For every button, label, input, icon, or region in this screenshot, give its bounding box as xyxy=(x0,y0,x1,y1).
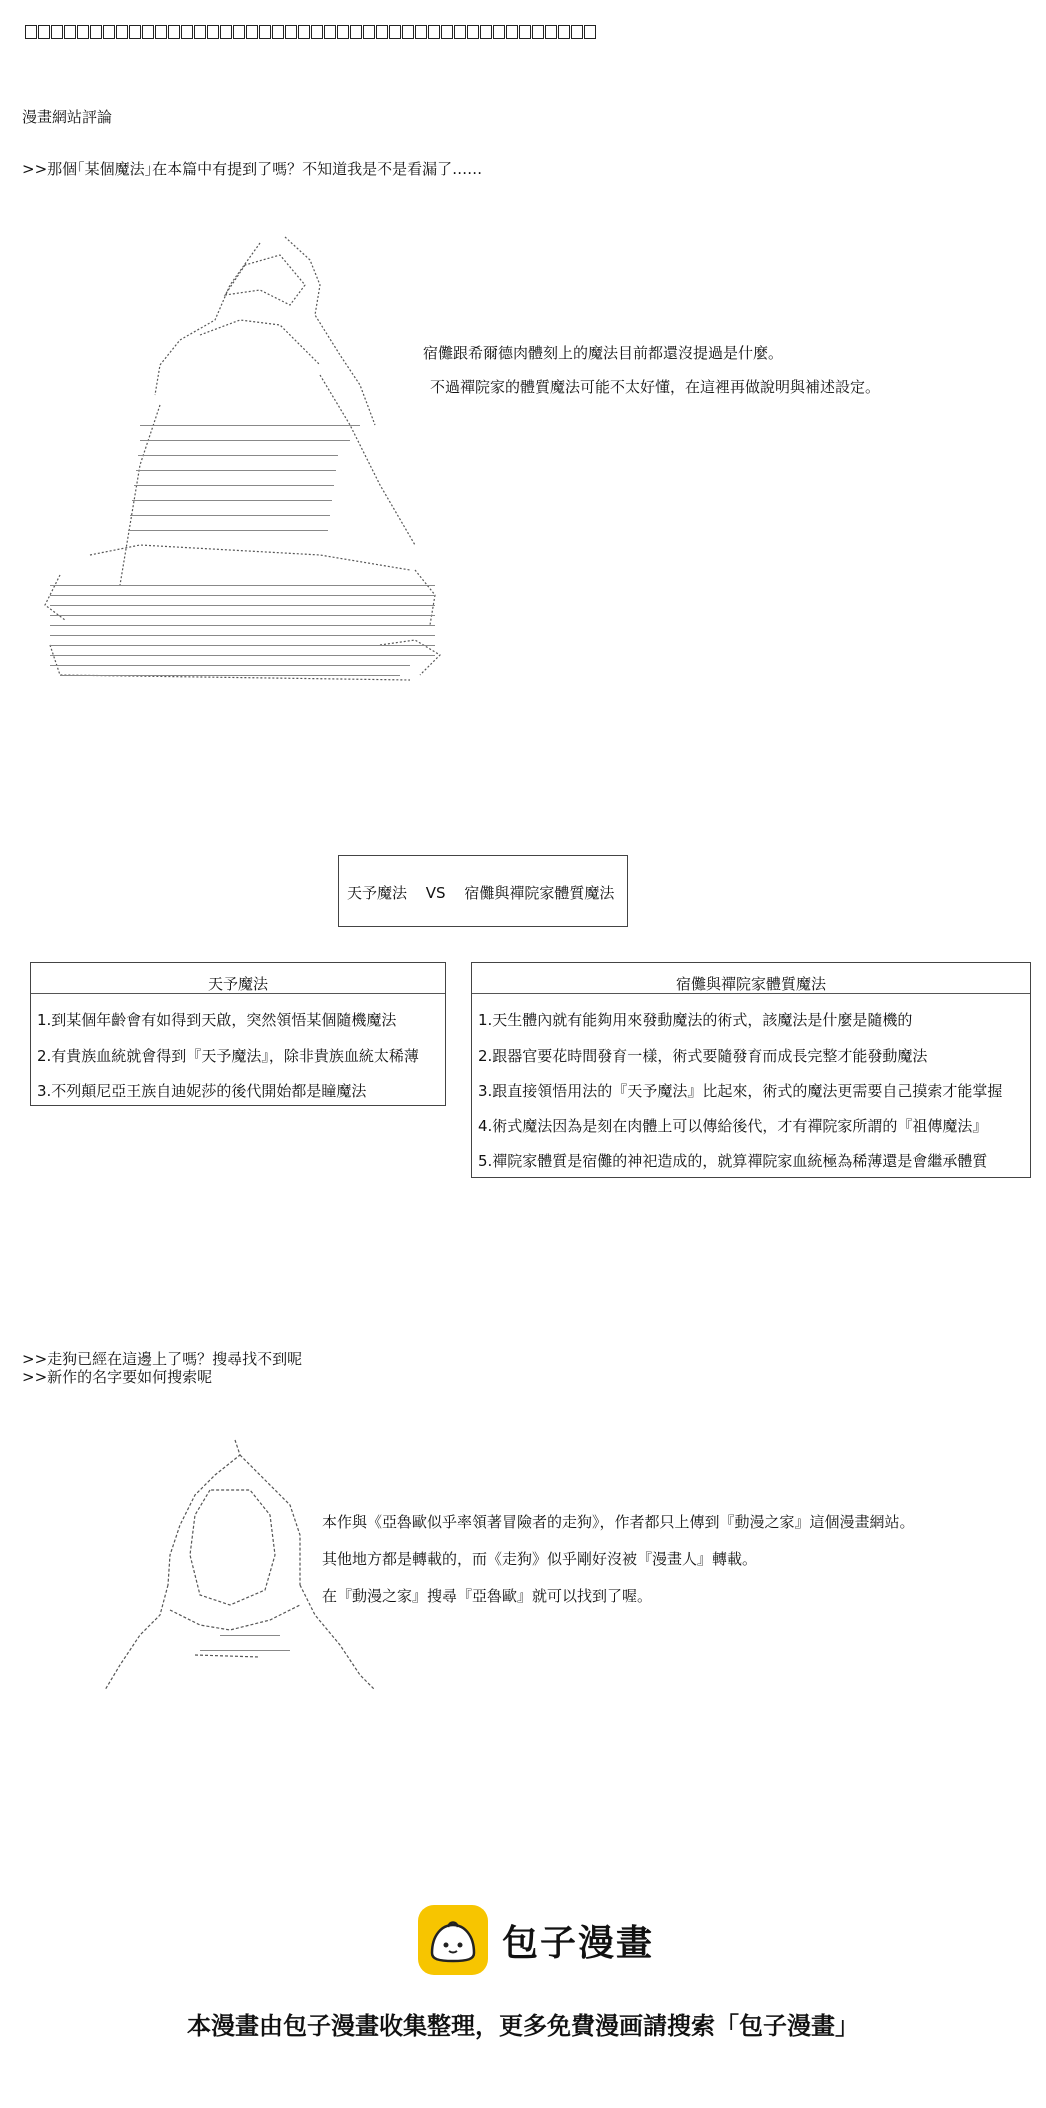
right-table-item: 4.術式魔法因為是刻在肉體上可以傳給後代，才有禪院家所謂的『祖傳魔法』 xyxy=(478,1117,988,1135)
header-box xyxy=(155,25,167,39)
left-table-item: 1.到某個年齡會有如得到天啟，突然領悟某個隨機魔法 xyxy=(37,1011,397,1029)
header-box xyxy=(220,25,232,39)
header-box xyxy=(532,25,544,39)
header-box-row xyxy=(25,25,596,39)
left-comparison-table xyxy=(30,962,446,1106)
reply-1-line-1: 宿儺跟希爾德肉體刻上的魔法目前都還沒提過是什麼。 xyxy=(423,344,784,362)
header-box xyxy=(389,25,401,39)
header-box xyxy=(415,25,427,39)
header-box xyxy=(558,25,570,39)
right-table-item: 3.跟直接領悟用法的『天予魔法』比起來，術式的魔法更需要自己摸索才能掌握 xyxy=(478,1082,1003,1100)
header-box xyxy=(584,25,596,39)
header-box xyxy=(402,25,414,39)
reply-2-line-2: 其他地方都是轉載的，而《走狗》似乎剛好沒被『漫畫人』轉載。 xyxy=(322,1550,758,1568)
brand-name: 包子漫畫 xyxy=(502,1922,655,1964)
left-table-item: 2.有貴族血統就會得到『天予魔法』，除非貴族血統太稀薄 xyxy=(37,1047,419,1065)
header-box xyxy=(571,25,583,39)
right-table-item: 1.天生體內就有能夠用來發動魔法的術式，該魔法是什麼是隨機的 xyxy=(478,1011,913,1029)
vs-label: VS xyxy=(425,884,446,902)
header-box xyxy=(441,25,453,39)
header-box xyxy=(519,25,531,39)
header-box xyxy=(25,25,37,39)
header-box xyxy=(285,25,297,39)
header-box xyxy=(77,25,89,39)
header-box xyxy=(38,25,50,39)
header-box xyxy=(545,25,557,39)
header-box xyxy=(467,25,479,39)
header-box xyxy=(51,25,63,39)
header-box xyxy=(103,25,115,39)
right-table-item: 5.禪院家體質是宿儺的神祀造成的，就算禪院家血統極為稀薄還是會繼承體質 xyxy=(478,1152,988,1170)
header-box xyxy=(480,25,492,39)
bun-mascot-icon xyxy=(418,1905,488,1975)
reader-question-2-line-2: >>新作的名字要如何搜索呢 xyxy=(22,1368,213,1386)
header-box xyxy=(363,25,375,39)
reader-question-2-line-1: >>走狗已經在這邊上了嗎？搜尋找不到呢 xyxy=(22,1350,303,1368)
left-table-item: 3.不列顛尼亞王族自迪妮莎的後代開始都是瞳魔法 xyxy=(37,1082,367,1100)
header-box xyxy=(428,25,440,39)
section-label: 漫畫網站評論 xyxy=(22,108,113,126)
header-box xyxy=(116,25,128,39)
right-table-item: 2.跟器官要花時間發育一樣，術式要隨發育而成長完整才能發動魔法 xyxy=(478,1047,928,1065)
header-box xyxy=(207,25,219,39)
reply-2-line-3: 在『動漫之家』搜尋『亞魯歐』就可以找到了喔。 xyxy=(322,1587,653,1605)
header-box xyxy=(246,25,258,39)
reader-question-1: >>那個｢某個魔法｣在本篇中有提到了嗎？不知道我是不是看漏了…… xyxy=(22,160,483,178)
header-box xyxy=(454,25,466,39)
header-box xyxy=(194,25,206,39)
header-box xyxy=(337,25,349,39)
left-table-title: 天予魔法 xyxy=(207,975,268,993)
brand-logo xyxy=(418,1905,654,1975)
header-box xyxy=(259,25,271,39)
vs-right-label: 宿儺與禪院家體質魔法 xyxy=(464,884,615,902)
header-box xyxy=(493,25,505,39)
reply-2-line-1: 本作與《亞魯歐似乎率領著冒險者的走狗》，作者都只上傳到『動漫之家』這個漫畫網站。 xyxy=(322,1513,915,1531)
footer-notice: 本漫畫由包子漫畫收集整理，更多免費漫画請搜索「包子漫畫」 xyxy=(187,2012,859,2040)
right-table-title: 宿儺與禪院家體質魔法 xyxy=(675,975,826,993)
header-box xyxy=(311,25,323,39)
header-box xyxy=(298,25,310,39)
header-box xyxy=(168,25,180,39)
reply-1-line-2: 不過禪院家的體質魔法可能不太好懂，在這裡再做說明與補述設定。 xyxy=(430,378,881,396)
header-box xyxy=(129,25,141,39)
header-box xyxy=(64,25,76,39)
header-box xyxy=(506,25,518,39)
header-box xyxy=(272,25,284,39)
vs-left-label: 天予魔法 xyxy=(347,884,408,902)
ascii-art-figure-seated xyxy=(20,225,460,695)
header-box xyxy=(233,25,245,39)
header-box xyxy=(350,25,362,39)
header-box xyxy=(181,25,193,39)
vs-comparison-box xyxy=(338,855,628,927)
right-comparison-table xyxy=(471,962,1031,1178)
header-box xyxy=(324,25,336,39)
header-box xyxy=(142,25,154,39)
header-box xyxy=(376,25,388,39)
header-box xyxy=(90,25,102,39)
